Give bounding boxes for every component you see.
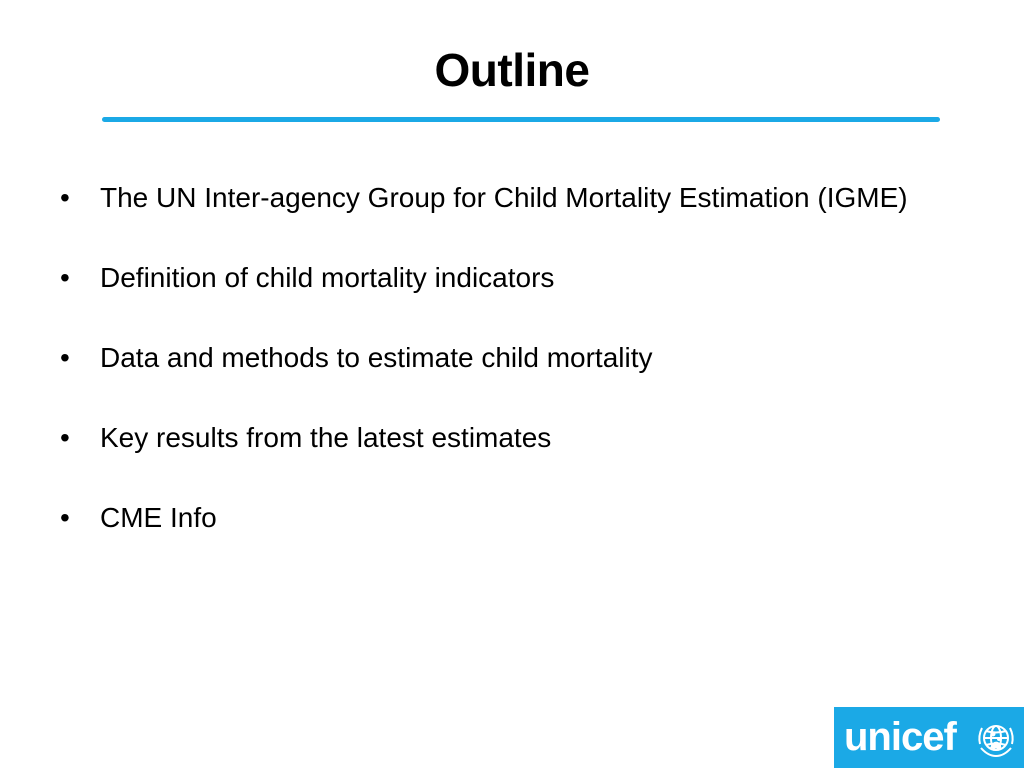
bullet-item bbox=[56, 342, 976, 374]
bullet-icon: • bbox=[60, 502, 70, 533]
unicef-wordmark: unicef bbox=[844, 715, 956, 759]
bullet-item bbox=[56, 262, 976, 294]
bullet-text: Data and methods to estimate child mortality bbox=[100, 342, 653, 373]
bullet-item bbox=[56, 422, 976, 454]
bullet-text: Definition of child mortality indicators bbox=[100, 262, 555, 293]
bullet-text: Key results from the latest estimates bbox=[100, 422, 552, 453]
bullet-list bbox=[56, 182, 976, 582]
bullet-item bbox=[56, 502, 976, 534]
slide-title: Outline bbox=[434, 44, 590, 96]
bullet-icon: • bbox=[60, 262, 70, 293]
bullet-icon: • bbox=[60, 342, 70, 373]
globe-mother-child-icon bbox=[972, 714, 1020, 762]
title-underline bbox=[102, 117, 940, 122]
unicef-logo bbox=[834, 707, 1024, 768]
bullet-icon: • bbox=[60, 422, 70, 453]
bullet-text: CME Info bbox=[100, 502, 217, 533]
bullet-icon: • bbox=[60, 182, 70, 213]
bullet-item bbox=[56, 182, 976, 214]
bullet-text: The UN Inter-agency Group for Child Mortality Estimation (IGME) bbox=[100, 182, 908, 213]
